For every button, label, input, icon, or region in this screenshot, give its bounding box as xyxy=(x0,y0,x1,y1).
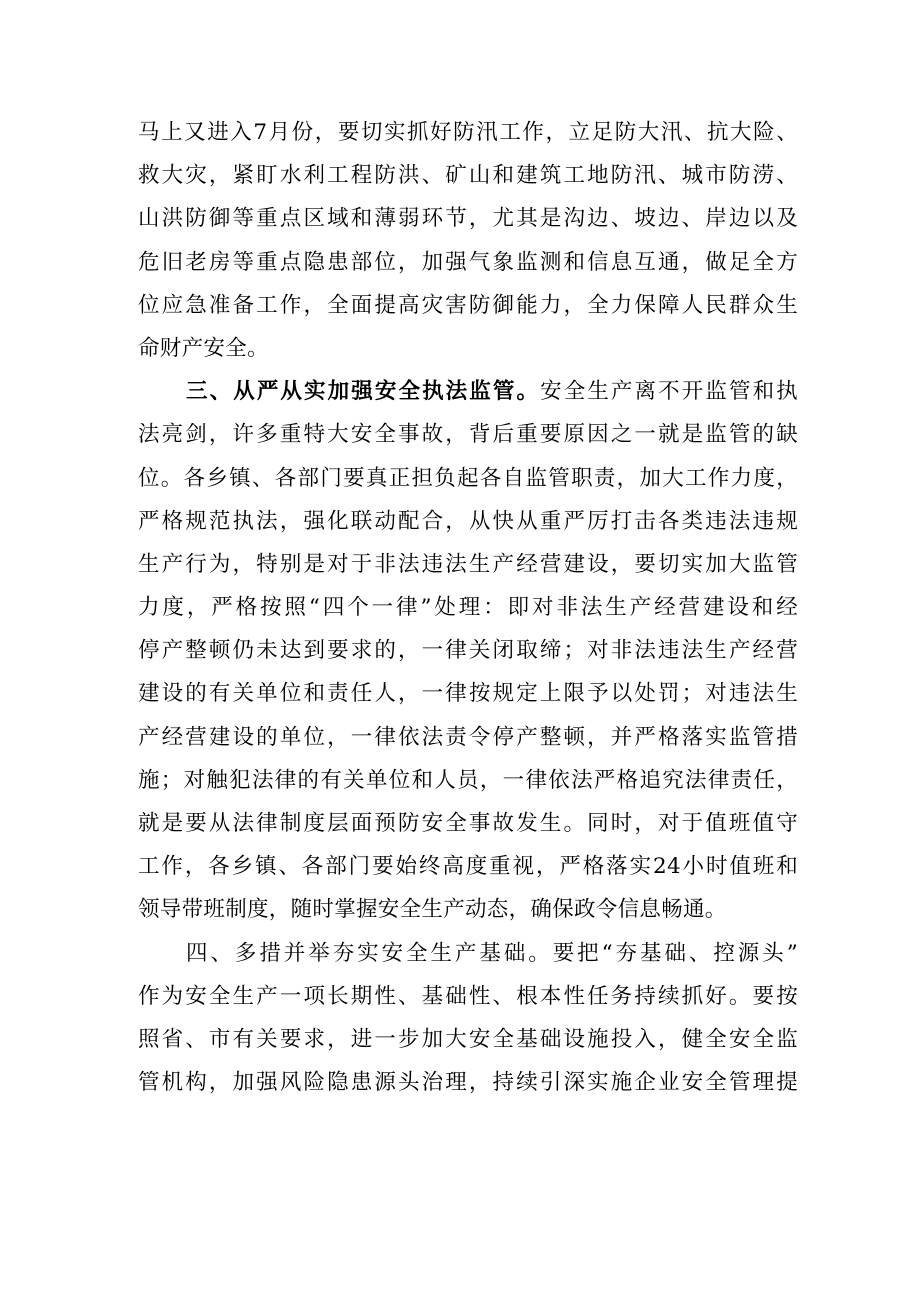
text-line xyxy=(138,413,798,456)
text-line xyxy=(138,975,798,1018)
text-line xyxy=(138,1018,798,1061)
line-text: 作为安全生产一项长期性、基础性、根本性任务持续抓好。要按 xyxy=(138,983,798,1009)
line-text: 救大灾，紧盯水利工程防洪、矿山和建筑工地防汛、城市防涝、 xyxy=(138,163,798,189)
line-text: 严格规范执法，强化联动配合，从快从重严厉打击各类违法违规 xyxy=(138,508,798,534)
line-text: 位应急准备工作，全面提高灾害防御能力，全力保障人民群众生 xyxy=(138,292,798,318)
text-line xyxy=(138,802,798,845)
line-text: 四、多措并举夯实安全生产基础。要把“夯基础、控源头” xyxy=(186,940,798,966)
text-line xyxy=(138,543,798,586)
line-text: 建设的有关单位和责任人，一律按规定上限予以处罚；对违法生 xyxy=(138,681,798,707)
line-text: 安全生产离不开监管和执 xyxy=(540,379,798,405)
line-text: 法亮剑，许多重特大安全事故，背后重要原因之一就是监管的缺 xyxy=(138,422,798,448)
line-text: 力度，严格按照“四个一律”处理：即对非法生产经营建设和经 xyxy=(138,595,798,621)
text-line xyxy=(138,241,798,284)
text-line xyxy=(138,457,798,500)
line-text: 停产整顿仍未达到要求的，一律关闭取缔；对非法违法生产经营 xyxy=(138,638,798,664)
line-text: 危旧老房等重点隐患部位，加强气象监测和信息互通，做足全方 xyxy=(138,249,798,275)
body-text xyxy=(138,111,798,1104)
line-text: 工作，各乡镇、各部门要始终高度重视，严格落实24小时值班和 xyxy=(138,854,798,880)
line-text: 产经营建设的单位，一律依法责令停产整顿，并严格落实监管措 xyxy=(138,724,798,750)
text-line xyxy=(138,500,798,543)
section-heading: 三、从严从实加强安全执法监管。 xyxy=(186,379,541,405)
line-text: 照省、市有关要求，进一步加大安全基础设施投入，健全安全监 xyxy=(138,1026,798,1052)
text-line xyxy=(138,1061,798,1104)
text-line xyxy=(138,759,798,802)
line-text: 就是要从法律制度层面预防安全事故发生。同时，对于值班值守 xyxy=(138,811,798,836)
line-text: 马上又进入7月份，要切实抓好防汛工作，立足防大汛、抗大险、 xyxy=(138,120,798,145)
text-line xyxy=(138,932,798,975)
text-line xyxy=(138,629,798,672)
text-line xyxy=(138,586,798,629)
text-line xyxy=(138,888,798,931)
line-text: 命财产安全。 xyxy=(138,335,269,361)
line-text: 领导带班制度，随时掌握安全生产动态，确保政令信息畅通。 xyxy=(138,897,727,923)
text-line xyxy=(138,716,798,759)
text-line xyxy=(138,370,798,413)
text-line xyxy=(138,284,798,327)
line-text: 生产行为，特别是对于非法违法生产经营建设，要切实加大监管 xyxy=(138,551,798,577)
line-text: 山洪防御等重点区域和薄弱环节，尤其是沟边、坡边、岸边以及 xyxy=(138,206,798,232)
line-text: 管机构，加强风险隐患源头治理，持续引深实施企业安全管理提 xyxy=(138,1070,798,1096)
text-line xyxy=(138,327,798,370)
text-line xyxy=(138,845,798,888)
text-line xyxy=(138,154,798,197)
text-line xyxy=(138,197,798,240)
text-line xyxy=(138,672,798,715)
line-text: 位。各乡镇、各部门要真正担负起各自监管职责，加大工作力度， xyxy=(138,465,798,491)
line-text: 施；对触犯法律的有关单位和人员，一律依法严格追究法律责任， xyxy=(138,767,798,793)
text-line xyxy=(138,111,798,154)
